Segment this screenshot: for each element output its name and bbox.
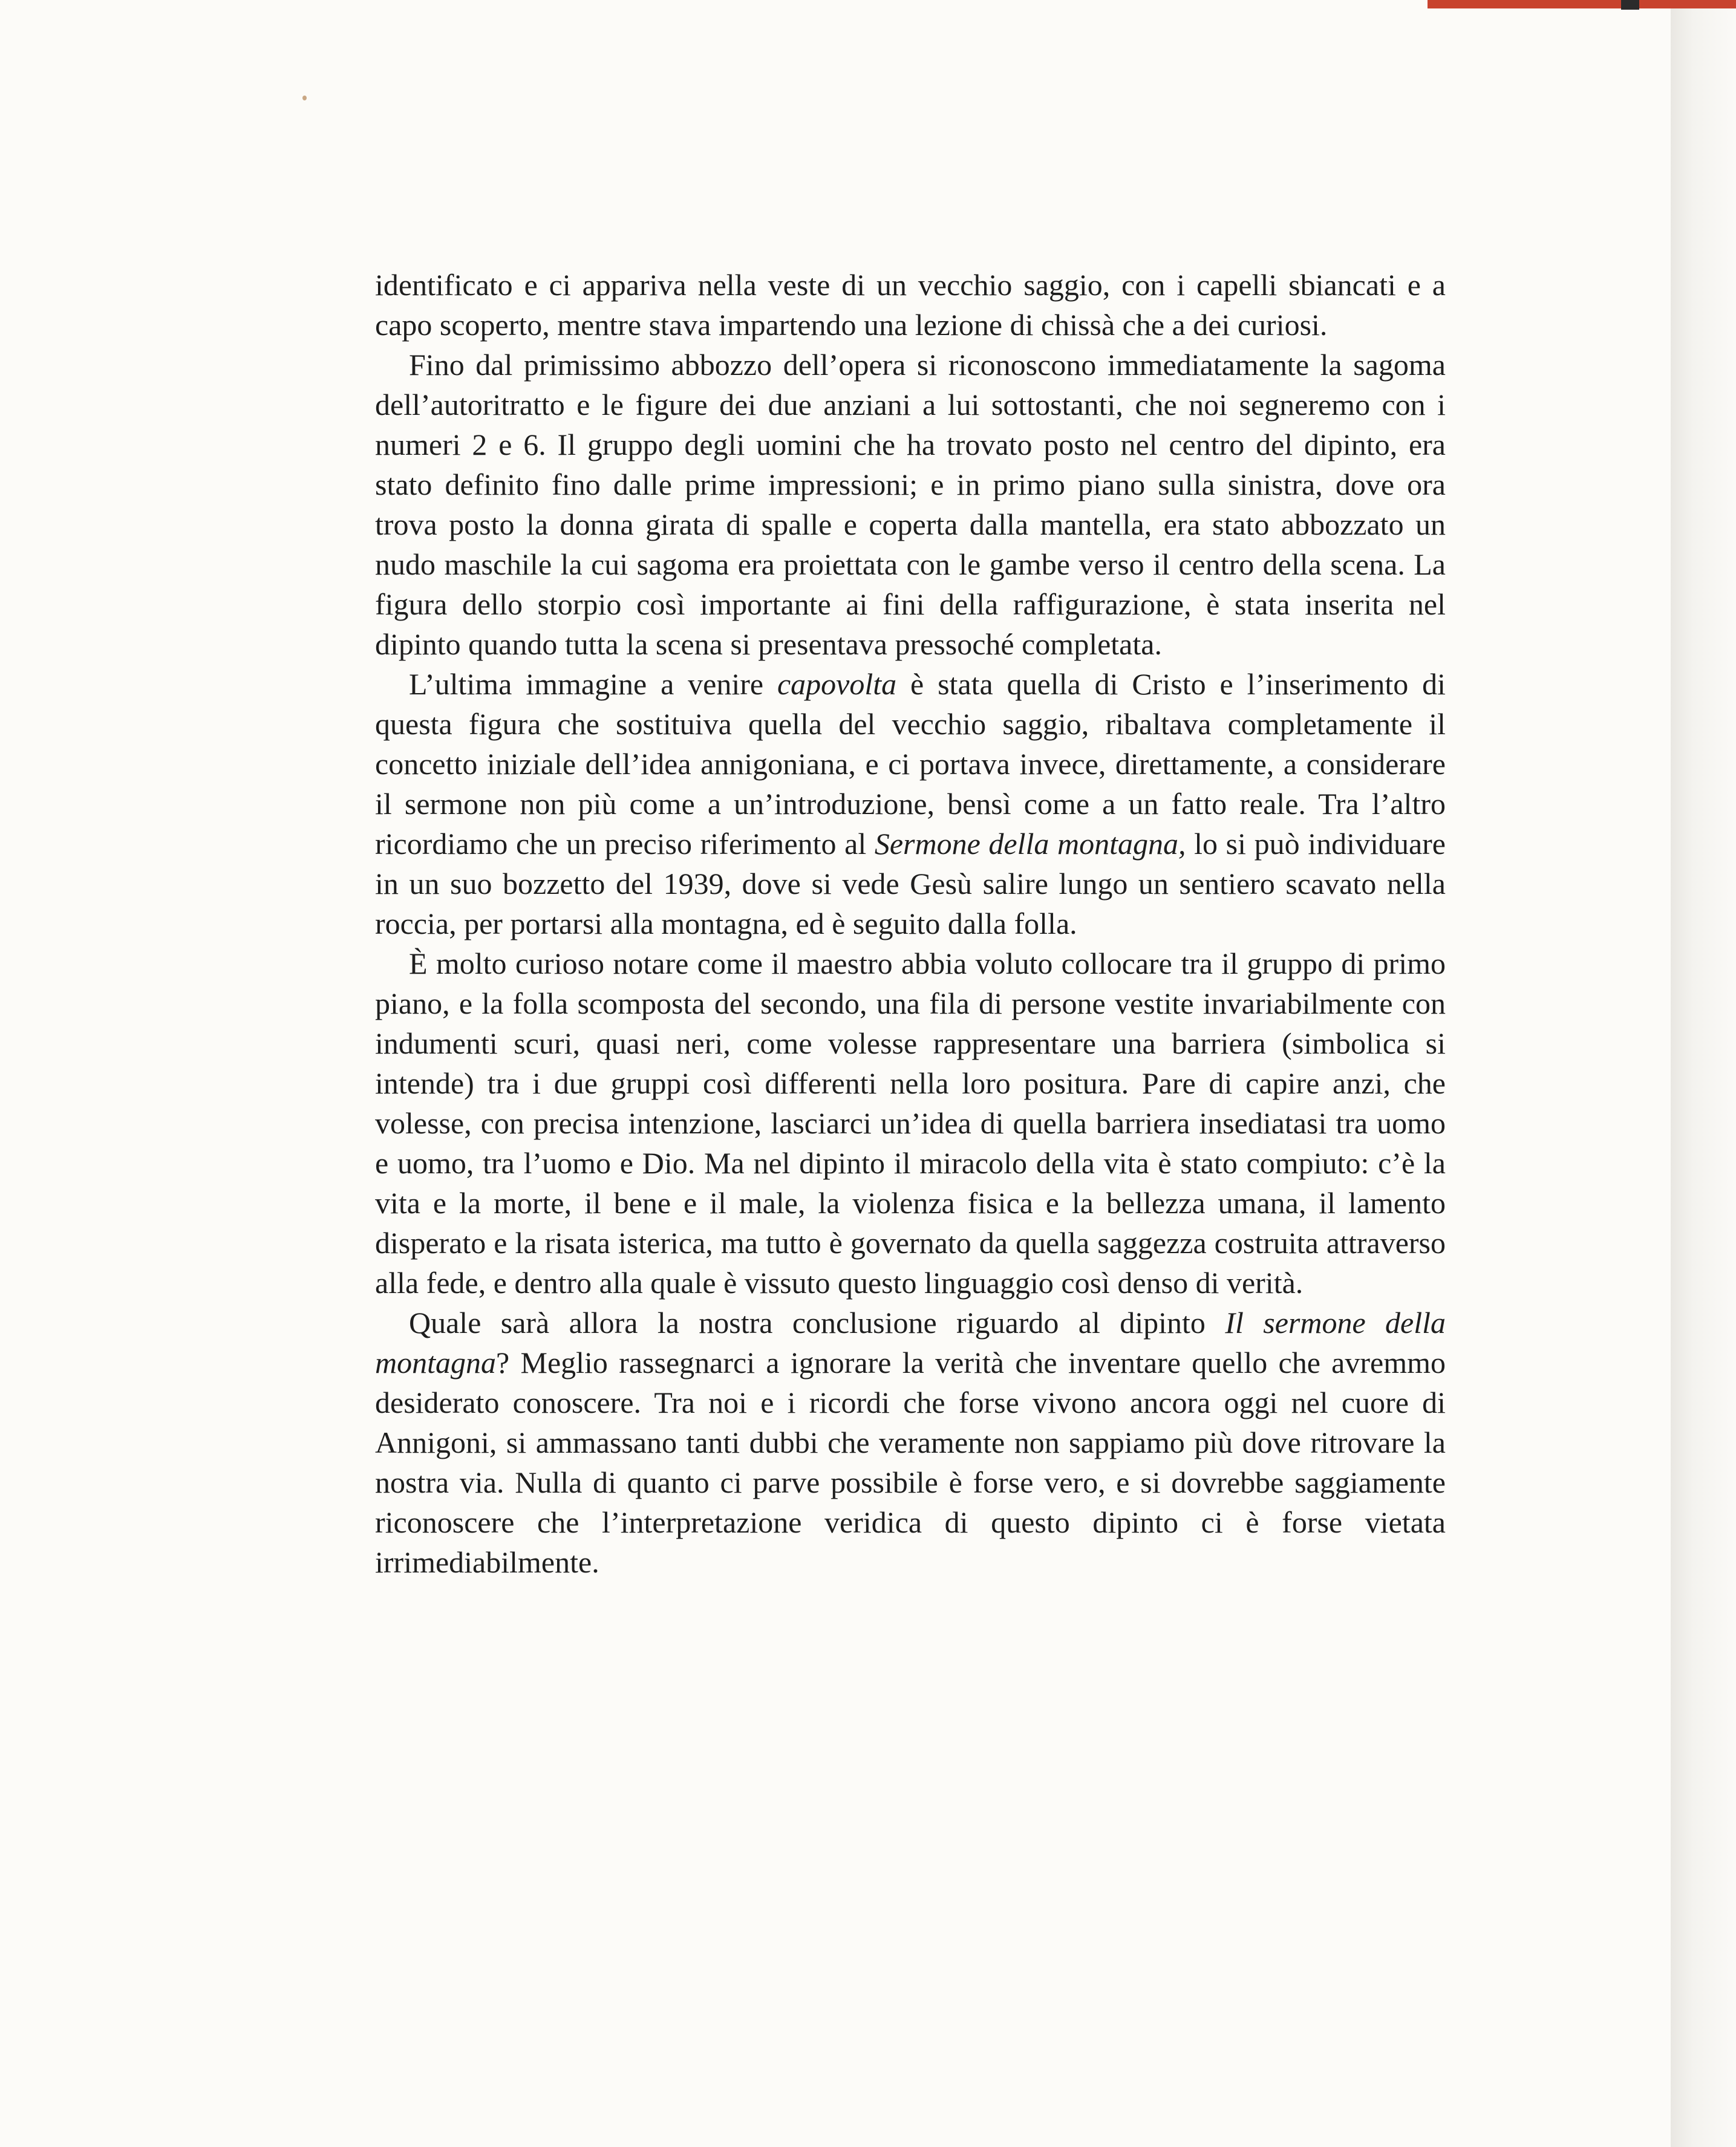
body-text: [375, 265, 1446, 1582]
italic-sermone-title: Sermone della montagna,: [874, 827, 1186, 861]
page-edge-shadow: [1671, 0, 1736, 2147]
paper-speck: [302, 96, 307, 100]
paragraph-5-text-a: Quale sarà allora la nostra conclusione riguardo al dipinto: [409, 1306, 1225, 1340]
paragraph-4: È molto curioso notare come il maestro abbia voluto collocare tra il gruppo di primo piano, e la folla scomposta del secondo, una fila di persone vestite invariabilmente con indumenti scuri, quasi neri, come volesse rappresentare una barriera (simbolica si intende) tra i due gruppi così differenti nella loro positura. Pare di capire anzi, che volesse, con precisa intenzione, lasciarci un’idea di quella barriera insediatasi tra uomo e uomo, tra l’uomo e Dio. Ma nel dipinto il miracolo della vita è stato compiuto: c’è la vita e la morte, il bene e il male, la violenza fisica e la bellezza umana, il lamento disperato e la risata isterica, ma tutto è governato da quella saggezza costruita attraverso alla fede, e dentro alla quale è vissuto questo linguaggio così denso di verità.: [375, 946, 1446, 1300]
paragraph-1: identificato e ci appariva nella veste di un vecchio saggio, con i capelli sbiancati e a capo scoperto, mentre stava impartendo una lezione di chissà che a dei curiosi.: [375, 268, 1446, 342]
paragraph-3-text-a: L’ultima immagine a venire: [409, 667, 777, 701]
italic-painting-title: Il sermone della montagna: [375, 1306, 1446, 1380]
book-cover-edge: [1428, 0, 1736, 8]
book-spine-mark: [1621, 0, 1639, 10]
paragraph-5-text-b: ? Meglio rassegnarci a ignorare la verità che inventare quello che avremmo desiderato conoscere. Tra noi e i ricordi che forse vivono ancora oggi nel cuore di Annigoni, si ammassano tanti dubbi che veramente non sappiamo più dove ritrovare la nostra via. Nulla di quanto ci parve possibile è forse vero, e si dovrebbe saggiamente riconoscere che l’interpretazione veridica di questo dipinto ci è forse vietata irrimediabilmente.: [375, 1346, 1446, 1579]
paragraph-3: [375, 664, 1446, 943]
italic-capovolta: capovolta: [777, 667, 897, 701]
paragraph-2: Fino dal primissimo abbozzo dell’opera si riconoscono immediatamente la sagoma dell’autoritratto e le figure dei due anziani a lui sottostanti, che noi segneremo con i numeri 2 e 6. Il gruppo degli uomini che ha trovato posto nel centro del dipinto, era stato definito fino dalle prime impressioni; e in primo piano sulla sinistra, dove ora trova posto la donna girata di spalle e coperta dalla mantella, era stato abbozzato un nudo maschile la cui sagoma era proiettata con le gambe verso il centro della scena. La figura dello storpio così importante ai fini della raffigurazione, è stata inserita nel dipinto quando tutta la scena si presentava pressoché completata.: [375, 348, 1446, 661]
paragraph-3-text-c: lo si può individuare in un suo bozzetto del 1939, dove si vede Gesù salire lungo un sentiero scavato nella roccia, per portarsi alla montagna, ed è seguito dalla folla.: [375, 827, 1446, 940]
paragraph-5: [375, 1303, 1446, 1582]
paragraph-3-text-b: è stata quella di Cristo e l’inserimento di questa figura che sostituiva quella del vecchio saggio, ribaltava completamente il concetto iniziale dell’idea annigoniana, e ci portava invece, direttamente, a considerare il sermone non più come a un’introduzione, bensì come a un fatto reale. Tra l’altro ricordiamo che un preciso riferimento al: [375, 667, 1446, 861]
